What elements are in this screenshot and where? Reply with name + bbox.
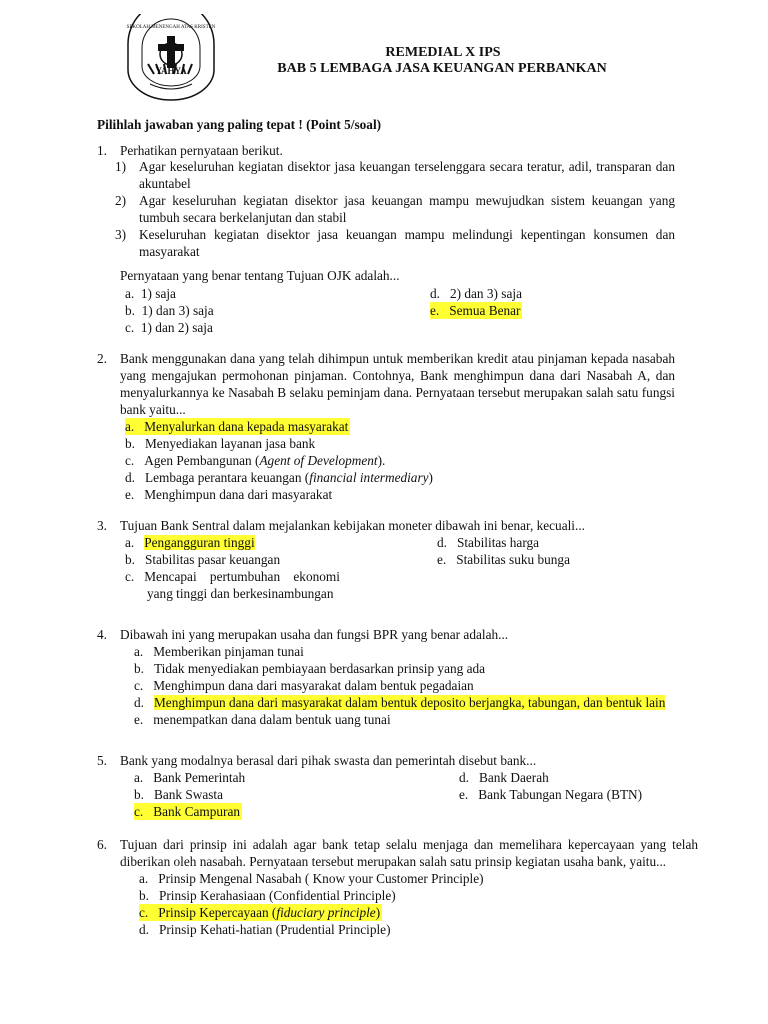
question-3-number: 3. [97,518,107,533]
option-b: b. 1) dan 3) saja [125,303,214,318]
statement-text: Keseluruhan kegiatan disektor jasa keuangan mampu melindungi kepentingan konsumen dan masyarakat [139,227,675,259]
option-b: b. Prinsip Kerahasiaan (Confidential Principle) [139,888,396,903]
question-5-text: Bank yang modalnya berasal dari pihak swasta dan pemerintah disebut bank... [120,753,537,768]
option-a: a. Prinsip Mengenal Nasabah ( Know your Customer Principle) [139,871,484,886]
option-c: c. Menghimpun dana dari masyarakat dalam bentuk pegadaian [134,678,474,693]
statement-number: 2) [115,193,127,208]
statement-text: Agar keseluruhan kegiatan disektor jasa keuangan terselenggara secara teratur, adil, transparan dan akuntabel [139,159,675,191]
option-b: b. Bank Swasta [134,787,224,802]
statement-number: 3) [115,227,127,242]
option-e: e. Menghimpun dana dari masyarakat [125,487,333,502]
option-c-answer: c. Bank Campuran [134,804,240,819]
instruction: Pilihlah jawaban yang paling tepat ! (Point 5/soal) [97,117,382,132]
option-a-answer: a. Pengangguran tinggi [125,535,255,550]
question-1-intro: Perhatikan pernyataan berikut. [120,143,283,158]
option-d: d. Bank Daerah [459,770,549,785]
question-6-text: Tujuan dari prinsip ini adalah agar bank tetap selalu menjaga dan memelihara kepercayaan yang telah diberikan oleh nasabah. Pernyataan tersebut merupakan salah satu prinsip kegiatan usaha bank, yaitu... [120,837,698,869]
option-e: e. menempatkan dana dalam bentuk uang tunai [134,712,391,727]
question-5-number: 5. [97,753,107,768]
option-a: a. 1) saja [125,286,176,301]
option-d-answer: d. Menghimpun dana dari masyarakat dalam bentuk deposito berjangka, tabungan, dan bentuk lain [134,695,666,710]
statement-text: Agar keseluruhan kegiatan disektor jasa keuangan mampu mewujudkan sistem keuangan yang tumbuh secara berkelanjutan dan stabil [139,193,675,225]
question-2-text: Bank menggunakan dana yang telah dihimpun untuk memberikan kredit atau pinjaman kepada nasabah yang mengajukan permohonan pinjaman. Contohnya, Bank menghimpun dana dari Nasabah A, dan menyalurkannya ke Nasabah B selaku peminjam dana. Pernyataan tersebut merupakan salah satu fungsi bank yaitu... [120,351,675,417]
option-b: b. Stabilitas pasar keuangan [125,552,281,567]
document-subtitle: BAB 5 LEMBAGA JASA KEUANGAN PERBANKAN [277,61,607,76]
option-b: b. Tidak menyediakan pembiayaan berdasarkan prinsip yang ada [134,661,486,676]
school-seal-icon [120,14,222,102]
option-a: a. Bank Pemerintah [134,770,246,785]
svg-text:SEKOLAH MENENGAH ATAS KRISTEN: SEKOLAH MENENGAH ATAS KRISTEN [126,25,216,30]
option-c-continued: yang tinggi dan berkesinambungan [147,586,334,601]
svg-text:YAHYA: YAHYA [155,66,187,76]
question-6-number: 6. [97,837,107,852]
option-d: d. Stabilitas harga [437,535,540,550]
option-a-answer: a. Menyalurkan dana kepada masyarakat [125,419,349,434]
question-3-text: Tujuan Bank Sentral dalam mejalankan kebijakan moneter dibawah ini benar, kecuali... [120,518,585,533]
question-1-number: 1. [97,143,107,158]
school-logo [120,14,222,102]
option-c-answer: c. Prinsip Kepercayaan (fiduciary principle) [139,905,381,920]
option-b: b. Menyediakan layanan jasa bank [125,436,316,451]
question-1-text: Pernyataan yang benar tentang Tujuan OJK adalah... [120,268,400,283]
option-c: c. Mencapai pertumbuhan ekonomi [125,569,340,584]
document-title: REMEDIAL X IPS [385,45,501,60]
option-e-answer: e. Semua Benar [430,303,521,318]
statement-number: 1) [115,159,127,174]
option-c: c. 1) dan 2) saja [125,320,213,335]
option-d: d. Prinsip Kehati-hatian (Prudential Principle) [139,922,391,937]
question-4-text: Dibawah ini yang merupakan usaha dan fungsi BPR yang benar adalah... [120,627,509,642]
option-e: e. Bank Tabungan Negara (BTN) [459,787,643,802]
option-e: e. Stabilitas suku bunga [437,552,570,567]
option-d: d. 2) dan 3) saja [430,286,522,301]
option-d: d. Lembaga perantara keuangan (financial intermediary) [125,470,433,485]
question-2-number: 2. [97,351,107,366]
option-a: a. Memberikan pinjaman tunai [134,644,304,659]
question-4-number: 4. [97,627,107,642]
option-c: c. Agen Pembangunan (Agent of Development). [125,453,386,468]
